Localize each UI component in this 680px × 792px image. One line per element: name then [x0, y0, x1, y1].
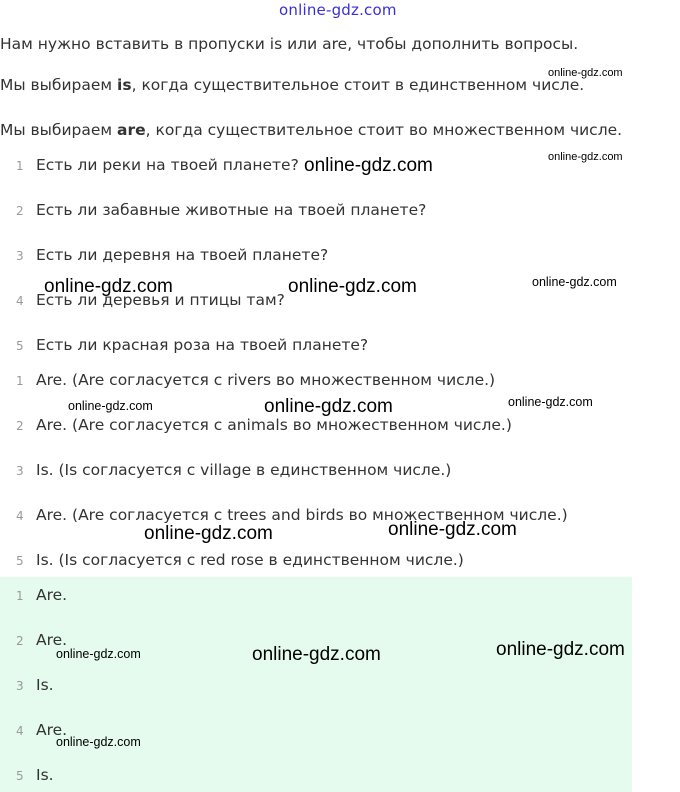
list-item-number: 2 [16, 634, 24, 648]
list-item: Is. (Is согласуется с red rose в единственном числе.) [36, 551, 464, 569]
list-item-number: 4 [16, 294, 24, 308]
list-item: Is. (Is согласуется с village в единственном числе.) [36, 461, 452, 479]
intro-paragraph-1: Нам нужно вставить в пропуски is или are, чтобы дополнить вопросы. [0, 35, 579, 53]
header-watermark: online-gdz.com [279, 1, 397, 19]
watermark: online-gdz.com [532, 275, 617, 289]
list-item-number: 1 [16, 159, 24, 173]
list-item-number: 1 [16, 589, 24, 603]
list-item: Есть ли деревья и птицы там? [36, 291, 285, 309]
list-item: Is. [36, 766, 54, 784]
watermark: online-gdz.com [252, 644, 381, 665]
list-item: Is. [36, 676, 54, 694]
intro-paragraph-3: Мы выбираем are, когда существительное стоит во множественном числе. [0, 121, 623, 139]
list-item-number: 2 [16, 204, 24, 218]
watermark: online-gdz.com [44, 276, 173, 297]
list-item-number: 1 [16, 374, 24, 388]
watermark: online-gdz.com [288, 276, 417, 297]
list-item: Are. [36, 721, 68, 739]
watermark: online-gdz.com [548, 67, 623, 79]
list-item: Are. (Are согласуется с animals во множественном числе.) [36, 416, 512, 434]
list-item: Are. (Are согласуется с trees and birds во множественном числе.) [36, 506, 568, 524]
watermark: online-gdz.com [508, 395, 593, 409]
intro-paragraph-2: Мы выбираем is, когда существительное стоит в единственном числе. [0, 76, 585, 94]
watermark: online-gdz.com [56, 647, 141, 661]
list-item-number: 5 [16, 769, 24, 783]
list-item-number: 3 [16, 249, 24, 263]
list-item-number: 3 [16, 464, 24, 478]
watermark: online-gdz.com [388, 519, 517, 540]
watermark: online-gdz.com [56, 735, 141, 749]
list-item-number: 2 [16, 419, 24, 433]
list-item: Are. [36, 631, 68, 649]
watermark: online-gdz.com [304, 155, 433, 176]
watermark: online-gdz.com [548, 151, 623, 163]
list-item: Есть ли забавные животные на твоей планете? [36, 201, 427, 219]
watermark: online-gdz.com [264, 396, 393, 417]
list-item-number: 5 [16, 339, 24, 353]
list-item: Есть ли деревня на твоей планете? [36, 246, 329, 264]
list-item: Are. (Are согласуется с rivers во множественном числе.) [36, 371, 496, 389]
list-item-number: 4 [16, 509, 24, 523]
watermark: online-gdz.com [144, 523, 273, 544]
list-item-number: 4 [16, 724, 24, 738]
watermark: online-gdz.com [496, 639, 625, 660]
keyword-is: is [117, 76, 132, 94]
keyword-are: are [117, 121, 146, 139]
list-item-number: 5 [16, 554, 24, 568]
list-item-number: 3 [16, 679, 24, 693]
list-item: Есть ли красная роза на твоей планете? [36, 336, 369, 354]
answers-box [0, 577, 632, 792]
watermark: online-gdz.com [68, 399, 153, 413]
list-item: Есть ли реки на твоей планете? [36, 156, 299, 174]
list-item: Are. [36, 586, 68, 604]
